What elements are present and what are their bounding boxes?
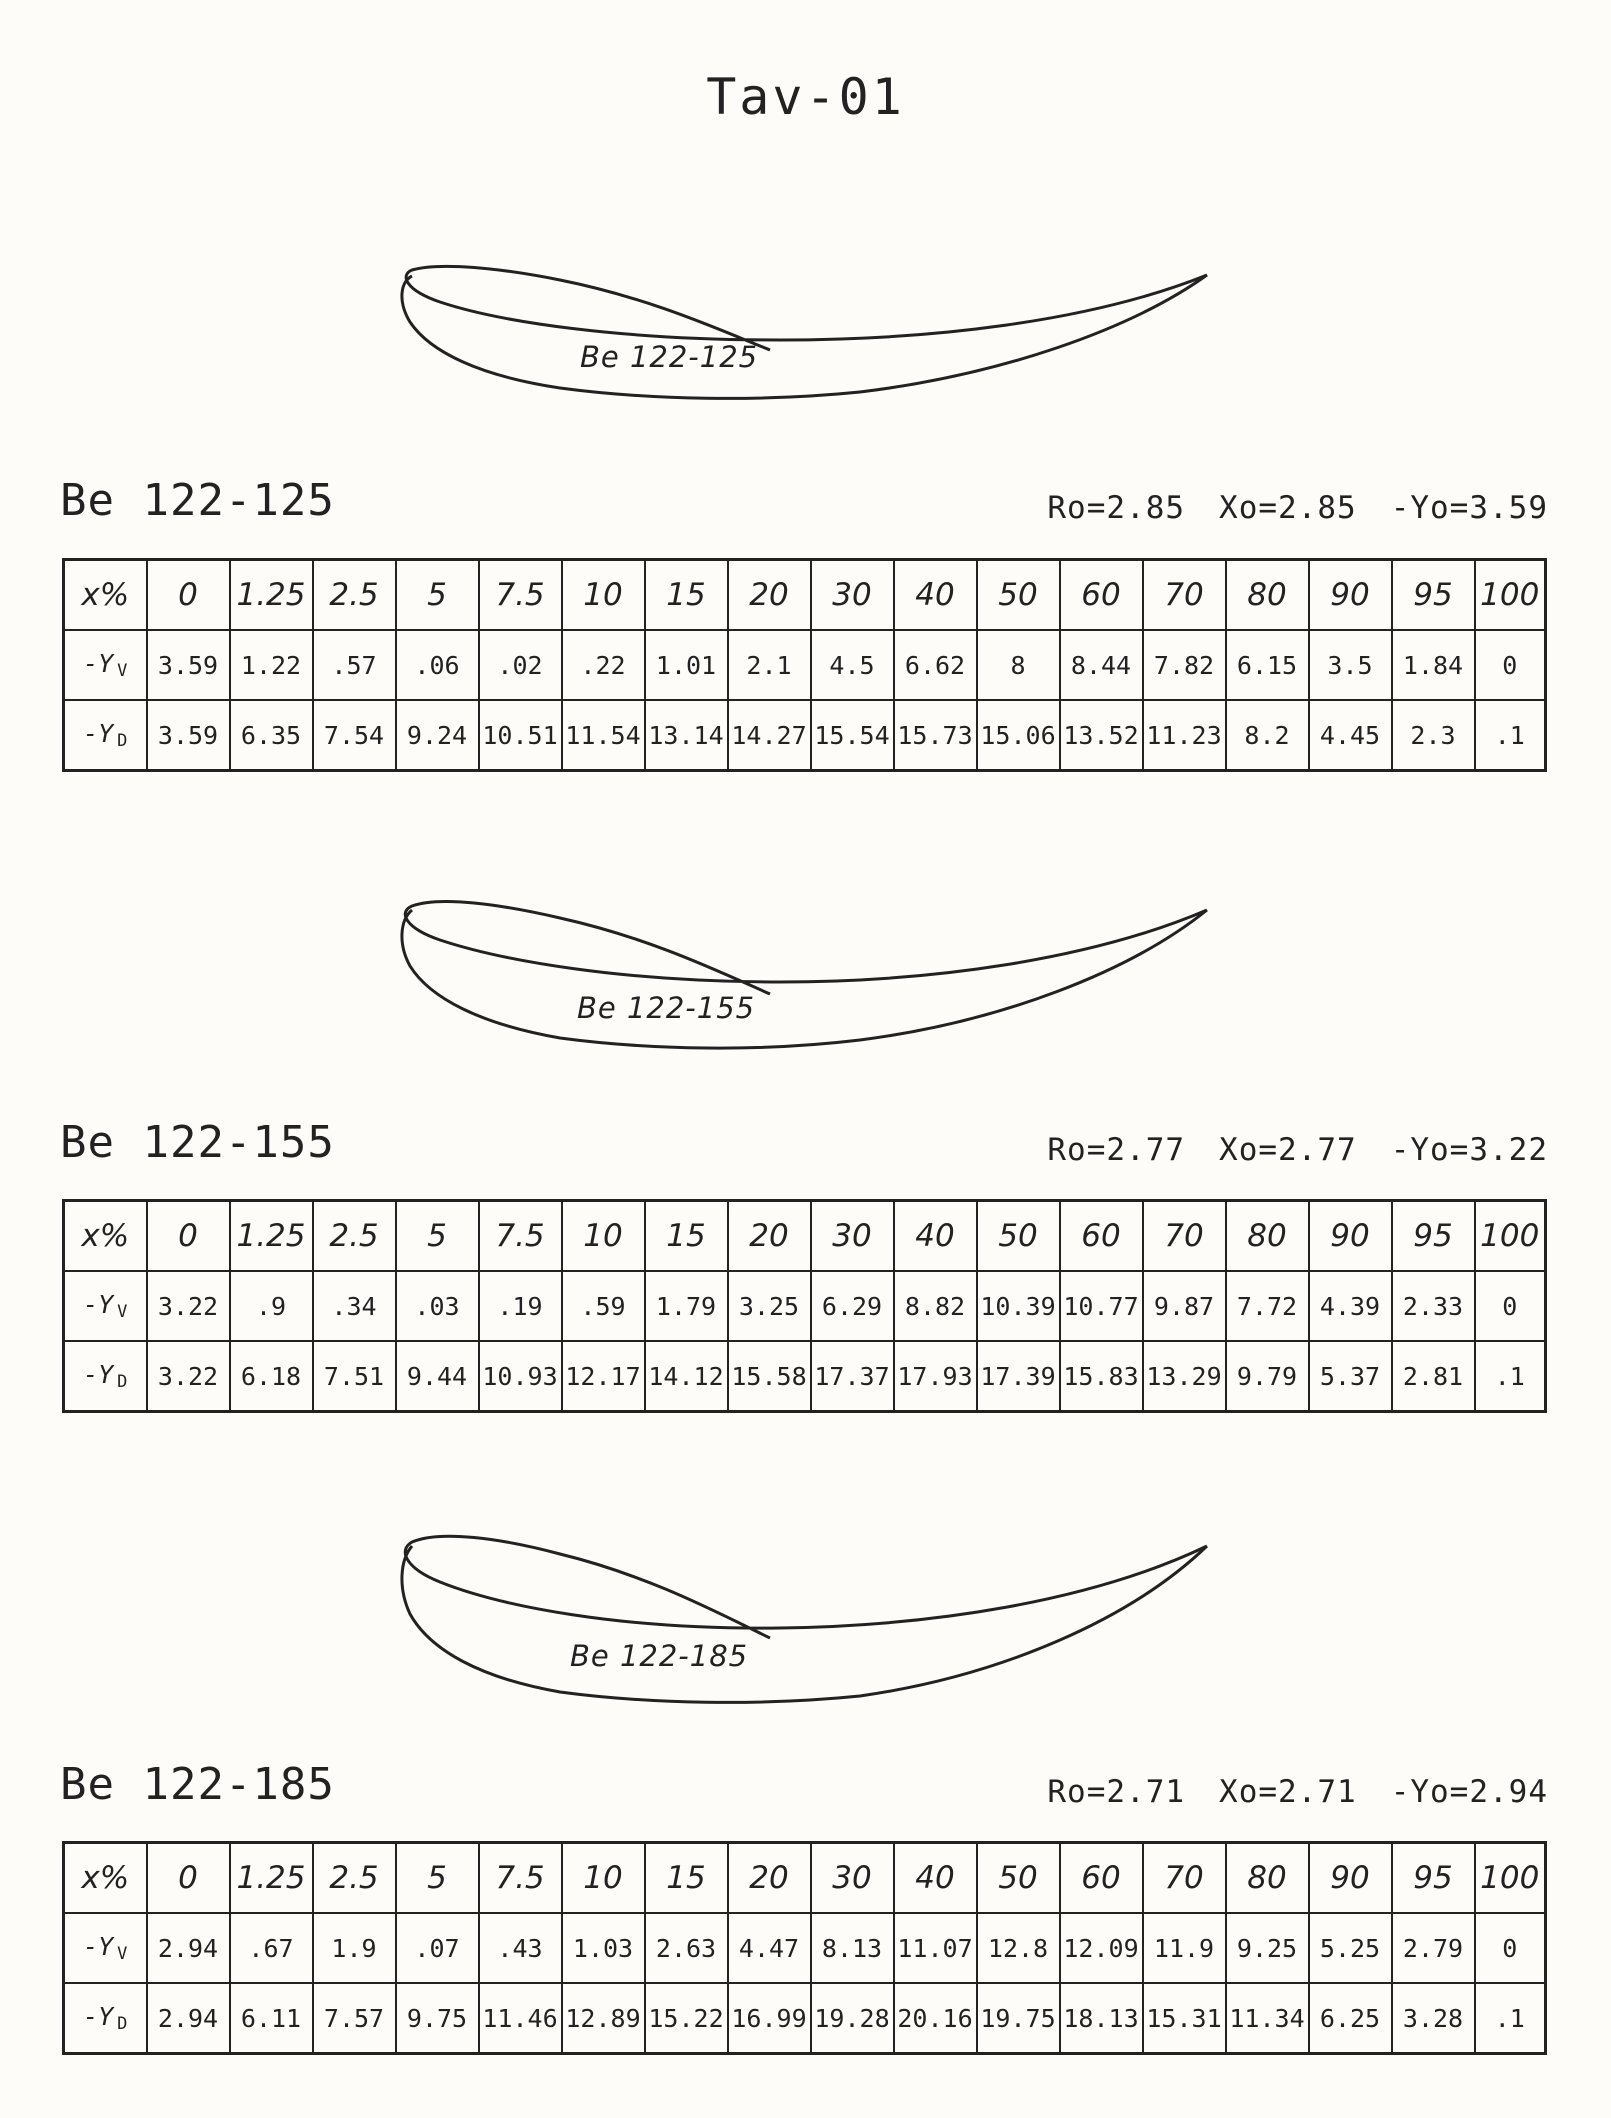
x-value-header: 40: [894, 1201, 977, 1272]
table-cell: 15.83: [1060, 1341, 1143, 1412]
airfoil-profile-label: Be 122-125: [580, 340, 759, 374]
x-value-header: 0: [147, 560, 230, 631]
table-cell: 14.27: [728, 700, 811, 771]
table-cell: 0: [1475, 1271, 1546, 1341]
table-cell: 7.82: [1143, 630, 1226, 700]
x-value-header: 80: [1226, 560, 1309, 631]
table-cell: 1.03: [562, 1913, 645, 1983]
yo-value: -Yo=3.22: [1390, 1132, 1548, 1168]
table-cell: 4.47: [728, 1913, 811, 1983]
yd-row-label-main: -Y: [83, 1360, 114, 1389]
table-cell: 2.94: [147, 1913, 230, 1983]
x-value-header: 15: [645, 1843, 728, 1914]
x-value-header: 7.5: [479, 560, 562, 631]
yd-row-label-subscript: D: [117, 2014, 128, 2034]
table-cell: 17.93: [894, 1341, 977, 1412]
table-cell: 11.46: [479, 1983, 562, 2054]
table-cell: 8: [977, 630, 1060, 700]
table-cell: 13.14: [645, 700, 728, 771]
table-cell: 11.9: [1143, 1913, 1226, 1983]
x-value-header: 90: [1309, 1843, 1392, 1914]
yv-row-label: [64, 1913, 147, 1983]
yd-row-label-main: -Y: [83, 2002, 114, 2031]
table-cell: 19.75: [977, 1983, 1060, 2054]
table-cell: .22: [562, 630, 645, 700]
x-header-label: x%: [64, 560, 147, 631]
table-cell: 1.9: [313, 1913, 396, 1983]
yv-row-label-main: -Y: [83, 649, 114, 678]
x-value-header: 15: [645, 560, 728, 631]
x-value-header: 5: [396, 1201, 479, 1272]
airfoil-name: Be 122-185: [60, 1759, 335, 1810]
table-cell: 3.22: [147, 1271, 230, 1341]
x-value-header: 10: [562, 1201, 645, 1272]
table-cell: 3.22: [147, 1341, 230, 1412]
table-cell: 9.24: [396, 700, 479, 771]
table-cell: 2.79: [1392, 1913, 1475, 1983]
yd-row-label-main: -Y: [83, 719, 114, 748]
x-value-header: 80: [1226, 1843, 1309, 1914]
table-cell: 9.75: [396, 1983, 479, 2054]
x-value-header: 90: [1309, 1201, 1392, 1272]
x-value-header: 70: [1143, 560, 1226, 631]
x-value-header: 70: [1143, 1201, 1226, 1272]
x-value-header: 2.5: [313, 1843, 396, 1914]
table-cell: .34: [313, 1271, 396, 1341]
table-cell: 8.2: [1226, 700, 1309, 771]
table-cell: 3.5: [1309, 630, 1392, 700]
x-value-header: 70: [1143, 1843, 1226, 1914]
table-cell: 4.5: [811, 630, 894, 700]
table-cell: 0: [1475, 630, 1546, 700]
table-cell: 3.25: [728, 1271, 811, 1341]
airfoil-params: [1047, 1132, 1548, 1168]
table-cell: 18.13: [1060, 1983, 1143, 2054]
table-cell: 15.22: [645, 1983, 728, 2054]
table-cell: 8.13: [811, 1913, 894, 1983]
table-cell: 17.39: [977, 1341, 1060, 1412]
x-value-header: 95: [1392, 560, 1475, 631]
xo-value: Xo=2.77: [1219, 1132, 1357, 1168]
table-cell: 19.28: [811, 1983, 894, 2054]
table-cell: 15.73: [894, 700, 977, 771]
table-cell: 2.94: [147, 1983, 230, 2054]
yo-value: -Yo=3.59: [1390, 490, 1548, 526]
x-value-header: 5: [396, 560, 479, 631]
table-cell: 6.18: [230, 1341, 313, 1412]
table-cell: .06: [396, 630, 479, 700]
x-value-header: 7.5: [479, 1201, 562, 1272]
table-cell: 11.34: [1226, 1983, 1309, 2054]
x-value-header: 80: [1226, 1201, 1309, 1272]
yd-row-label-subscript: D: [117, 731, 128, 751]
table-cell: 6.15: [1226, 630, 1309, 700]
x-value-header: 2.5: [313, 560, 396, 631]
table-cell: .1: [1475, 1983, 1546, 2054]
x-value-header: 50: [977, 1843, 1060, 1914]
table-cell: 6.62: [894, 630, 977, 700]
x-value-header: 0: [147, 1201, 230, 1272]
yv-row-label-main: -Y: [83, 1290, 114, 1319]
table-cell: 9.87: [1143, 1271, 1226, 1341]
x-value-header: 2.5: [313, 1201, 396, 1272]
x-value-header: 0: [147, 1843, 230, 1914]
airfoil-profile-drawing: [0, 1284, 1611, 1704]
table-cell: 12.89: [562, 1983, 645, 2054]
table-cell: 7.54: [313, 700, 396, 771]
x-value-header: 60: [1060, 1201, 1143, 1272]
yo-value: -Yo=2.94: [1390, 1774, 1548, 1810]
table-cell: .19: [479, 1271, 562, 1341]
table-cell: 3.28: [1392, 1983, 1475, 2054]
airfoil-params: [1047, 490, 1548, 526]
table-cell: 0: [1475, 1913, 1546, 1983]
x-header-label: x%: [64, 1843, 147, 1914]
table-cell: .9: [230, 1271, 313, 1341]
table-cell: 4.39: [1309, 1271, 1392, 1341]
table-cell: 5.25: [1309, 1913, 1392, 1983]
x-value-header: 60: [1060, 1843, 1143, 1914]
table-cell: 12.8: [977, 1913, 1060, 1983]
table-cell: 5.37: [1309, 1341, 1392, 1412]
table-cell: 7.72: [1226, 1271, 1309, 1341]
table-cell: 3.59: [147, 700, 230, 771]
table-cell: .07: [396, 1913, 479, 1983]
x-value-header: 15: [645, 1201, 728, 1272]
xo-value: Xo=2.85: [1219, 490, 1357, 526]
x-value-header: 40: [894, 1843, 977, 1914]
table-cell: 8.44: [1060, 630, 1143, 700]
yv-row-label-subscript: V: [117, 661, 128, 681]
x-value-header: 30: [811, 560, 894, 631]
yv-row-label-subscript: V: [117, 1944, 128, 1964]
yv-row-label-subscript: V: [117, 1302, 128, 1322]
table-cell: 10.51: [479, 700, 562, 771]
x-value-header: 1.25: [230, 1843, 313, 1914]
table-cell: 15.58: [728, 1341, 811, 1412]
airfoil-params: [1047, 1774, 1548, 1810]
table-cell: 15.54: [811, 700, 894, 771]
yv-row-label-main: -Y: [83, 1932, 114, 1961]
table-cell: 1.79: [645, 1271, 728, 1341]
table-cell: .02: [479, 630, 562, 700]
x-value-header: 20: [728, 1201, 811, 1272]
table-cell: 16.99: [728, 1983, 811, 2054]
airfoil-profile-drawing: [0, 0, 1611, 420]
x-value-header: 100: [1475, 560, 1546, 631]
table-cell: 17.37: [811, 1341, 894, 1412]
table-cell: 20.16: [894, 1983, 977, 2054]
x-value-header: 90: [1309, 560, 1392, 631]
x-value-header: 30: [811, 1843, 894, 1914]
airfoil-name: Be 122-125: [60, 475, 335, 526]
table-cell: 7.57: [313, 1983, 396, 2054]
ro-value: Ro=2.77: [1047, 1132, 1186, 1168]
table-cell: .43: [479, 1913, 562, 1983]
yd-row-label-subscript: D: [117, 1372, 128, 1392]
airfoil-profile-label: Be 122-185: [570, 1639, 749, 1673]
table-cell: 2.1: [728, 630, 811, 700]
table-cell: 6.11: [230, 1983, 313, 2054]
table-cell: 2.63: [645, 1913, 728, 1983]
x-value-header: 95: [1392, 1201, 1475, 1272]
table-cell: 11.07: [894, 1913, 977, 1983]
yd-row: [64, 1983, 1546, 2054]
table-cell: 2.3: [1392, 700, 1475, 771]
table-cell: 1.22: [230, 630, 313, 700]
table-cell: 9.25: [1226, 1913, 1309, 1983]
x-value-header: 50: [977, 1201, 1060, 1272]
x-value-header: 1.25: [230, 1201, 313, 1272]
x-value-header: 50: [977, 560, 1060, 631]
table-cell: .59: [562, 1271, 645, 1341]
table-cell: 15.31: [1143, 1983, 1226, 2054]
table-cell: 14.12: [645, 1341, 728, 1412]
x-value-header: 95: [1392, 1843, 1475, 1914]
table-cell: .03: [396, 1271, 479, 1341]
table-cell: 1.01: [645, 630, 728, 700]
airfoil-name: Be 122-155: [60, 1117, 335, 1168]
x-value-header: 40: [894, 560, 977, 631]
table-cell: 11.54: [562, 700, 645, 771]
xo-value: Xo=2.71: [1219, 1774, 1357, 1810]
x-value-header: 20: [728, 1843, 811, 1914]
table-cell: 13.29: [1143, 1341, 1226, 1412]
x-value-header: 100: [1475, 1201, 1546, 1272]
ro-value: Ro=2.85: [1047, 490, 1186, 526]
x-value-header: 100: [1475, 1843, 1546, 1914]
table-cell: 13.52: [1060, 700, 1143, 771]
x-header-label: x%: [64, 1201, 147, 1272]
x-value-header: 30: [811, 1201, 894, 1272]
airfoil-profile-label: Be 122-155: [577, 991, 756, 1025]
x-value-header: 10: [562, 1843, 645, 1914]
x-value-header: 60: [1060, 560, 1143, 631]
table-cell: .1: [1475, 700, 1546, 771]
table-cell: 15.06: [977, 700, 1060, 771]
table-cell: 9.44: [396, 1341, 479, 1412]
table-cell: 9.79: [1226, 1341, 1309, 1412]
table-cell: 2.81: [1392, 1341, 1475, 1412]
table-cell: 3.59: [147, 630, 230, 700]
table-cell: .57: [313, 630, 396, 700]
table-cell: 6.35: [230, 700, 313, 771]
x-value-header: 20: [728, 560, 811, 631]
x-value-header: 1.25: [230, 560, 313, 631]
table-cell: .1: [1475, 1341, 1546, 1412]
x-value-header: 10: [562, 560, 645, 631]
table-cell: .67: [230, 1913, 313, 1983]
airfoil-profile-drawing: [0, 642, 1611, 1062]
table-cell: 7.51: [313, 1341, 396, 1412]
yd-row-label: [64, 1983, 147, 2054]
table-cell: 2.33: [1392, 1271, 1475, 1341]
table-cell: 10.39: [977, 1271, 1060, 1341]
page-title: Tav-01: [706, 68, 905, 126]
coordinate-table: [62, 1841, 1547, 2055]
x-value-header: 5: [396, 1843, 479, 1914]
table-cell: 4.45: [1309, 700, 1392, 771]
table-cell: 1.84: [1392, 630, 1475, 700]
table-cell: 6.29: [811, 1271, 894, 1341]
x-value-header: 7.5: [479, 1843, 562, 1914]
table-cell: 8.82: [894, 1271, 977, 1341]
table-cell: 10.77: [1060, 1271, 1143, 1341]
ro-value: Ro=2.71: [1047, 1774, 1186, 1810]
yv-row: [64, 1913, 1546, 1983]
table-cell: 6.25: [1309, 1983, 1392, 2054]
table-cell: 10.93: [479, 1341, 562, 1412]
table-cell: 12.17: [562, 1341, 645, 1412]
table-cell: 11.23: [1143, 700, 1226, 771]
table-cell: 12.09: [1060, 1913, 1143, 1983]
